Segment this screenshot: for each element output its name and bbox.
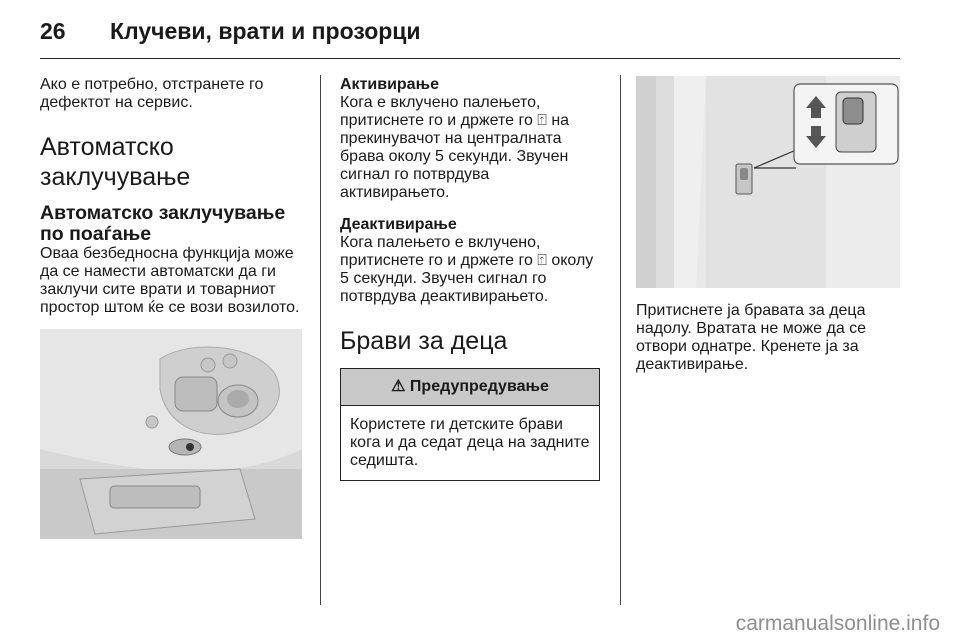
column-3: [636, 76, 900, 374]
footer-watermark: carmanualsonline.info: [735, 612, 940, 635]
deactivation-text: Кога палењето е вклучено, притиснете го и држете го ⍐ околу 5 секунди. Звучен сигнал го потврдува деактивирањето.: [340, 234, 594, 305]
section-heading-auto-lock: Автоматско заклучување: [40, 133, 191, 191]
section-heading-child-locks: Брави за деца: [340, 327, 508, 355]
warning-title: ⚠ Предупредување: [341, 369, 599, 406]
column-divider-1: [320, 75, 321, 605]
intro-text: Ако е потребно, отстранете го дефектот на сервис.: [40, 76, 264, 111]
header-rule: [40, 58, 900, 59]
activation-text: Кога е вклучено палењето, притиснете го и држете го ⍐ на прекинувачот на централната брава околу 5 секунди. Звучен сигнал го потврдува активирањето.: [340, 94, 570, 201]
column-divider-2: [620, 75, 621, 605]
overhead-switch-figure: [40, 329, 302, 539]
page-header: [40, 18, 421, 45]
warning-box: [340, 368, 600, 481]
column-1: [40, 76, 306, 539]
page-number: 26: [40, 18, 66, 44]
activation-title: Активирање: [340, 76, 439, 93]
door-edge-illustration: [636, 76, 900, 288]
subheading-auto-lock-drive: Автоматско заклучување по поаѓање: [40, 202, 286, 245]
auto-lock-body: Оваа безбедносна функција може да се намести автоматски да ги заклучи сите врати и товарниот простор штом ќе се вози возилото.: [40, 245, 300, 316]
child-lock-figure: [636, 76, 900, 288]
column-2: [340, 76, 602, 481]
overhead-console-illustration: [40, 329, 302, 539]
child-lock-caption: Притиснете ја бравата за деца надолу. Вратата не може да се отвори однатре. Кренете ја за деактивирање.: [636, 302, 867, 373]
deactivation-title: Деактивирање: [340, 216, 457, 233]
warning-text: Користете ги детските брави кога и да седат деца на задните седишта.: [350, 416, 590, 469]
chapter-title: Клучеви, врати и прозорци: [110, 18, 421, 44]
